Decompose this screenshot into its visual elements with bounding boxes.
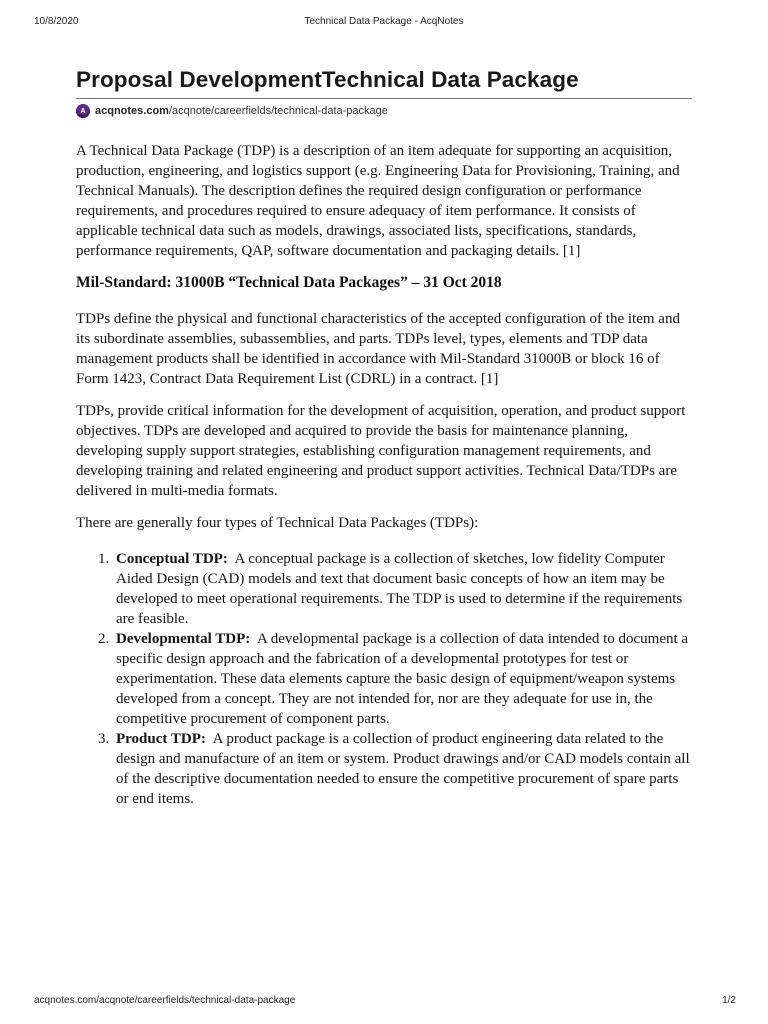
list-number: 3. — [98, 731, 110, 747]
list-item — [98, 629, 692, 729]
source-path: /acqnote/careerfields/technical-data-package — [168, 105, 388, 117]
list-term: Product TDP: — [116, 731, 206, 747]
source-link[interactable] — [76, 103, 692, 119]
list-term: Conceptual TDP: — [116, 551, 228, 567]
acqnotes-logo-icon: A — [76, 104, 90, 118]
print-footer-url: acqnotes.com/acqnote/careerfields/technical-data-package — [34, 995, 296, 1006]
tdp-types-list — [76, 549, 692, 809]
list-term: Developmental TDP: — [116, 631, 251, 647]
section-heading: Mil-Standard: 31000B “Technical Data Packages” – 31 Oct 2018 — [76, 274, 502, 291]
list-number: 1. — [98, 551, 110, 567]
print-date: 10/8/2020 — [34, 16, 79, 27]
list-item — [98, 729, 692, 809]
tdp-purpose-paragraph: TDPs, provide critical information for the development of acquisition, operation, and product support objectives. TDPs are developed and acquired to provide the basis for maintenance planning, developing supply support strategies, establishing configuration management requirements, and developing training and related engineering and product support activities. Technical Data/TDPs are delivered in multi-media formats. — [76, 403, 686, 499]
list-number: 2. — [98, 631, 110, 647]
tdp-definition-paragraph: TDPs define the physical and functional characteristics of the accepted configuration of the item and its subordinate assemblies, subassemblies, and parts. TDPs level, types, elements and TDP data management products shall be identified in accordance with Mil-Standard 31000B or block 16 of Form 1423, Contract Data Requirement List (CDRL) in a contract. [1] — [76, 311, 680, 387]
list-desc: A product package is a collection of product engineering data related to the design and manufacture of an item or system. Product drawings and/or CAD models contain all of the descriptive documentation needed to ensure the competitive procurement of spare parts or end items. — [116, 731, 690, 807]
intro-paragraph: A Technical Data Package (TDP) is a description of an item adequate for supporting an acquisition, production, engineering, and logistics support (e.g. Engineering Data for Provisioning, Training, and Technical Manuals). The description defines the required design configuration or performance requirements, and procedures required to ensure adequacy of item performance. It consists of applicable technical data such as models, drawings, associated lists, specifications, standards, performance requirements, QAP, software documentation and packaging details. [1] — [76, 143, 680, 259]
page-number: 1/2 — [722, 995, 736, 1006]
list-desc: A developmental package is a collection of data intended to document a specific design approach and the fabrication of a developmental prototypes for test or experimentation. These data elements capture the basic design of equipment/weapon systems developed from a concept. They are not intended for, nor are they adequate for use in, the competitive procurement of component parts. — [116, 631, 689, 727]
print-page-title: Technical Data Package - AcqNotes — [304, 16, 464, 27]
list-desc: A conceptual package is a collection of sketches, low fidelity Computer Aided Design (CAD) models and text that document basic concepts of how an item may be developed to meet operational requirements. The TDP is used to determine if the requirements are feasible. — [116, 551, 683, 627]
list-item — [98, 549, 692, 629]
article-title: Proposal DevelopmentTechnical Data Package — [76, 64, 692, 99]
tdp-types-intro: There are generally four types of Technical Data Packages (TDPs): — [76, 515, 479, 531]
source-domain: acqnotes.com — [95, 105, 169, 117]
article — [76, 64, 692, 809]
